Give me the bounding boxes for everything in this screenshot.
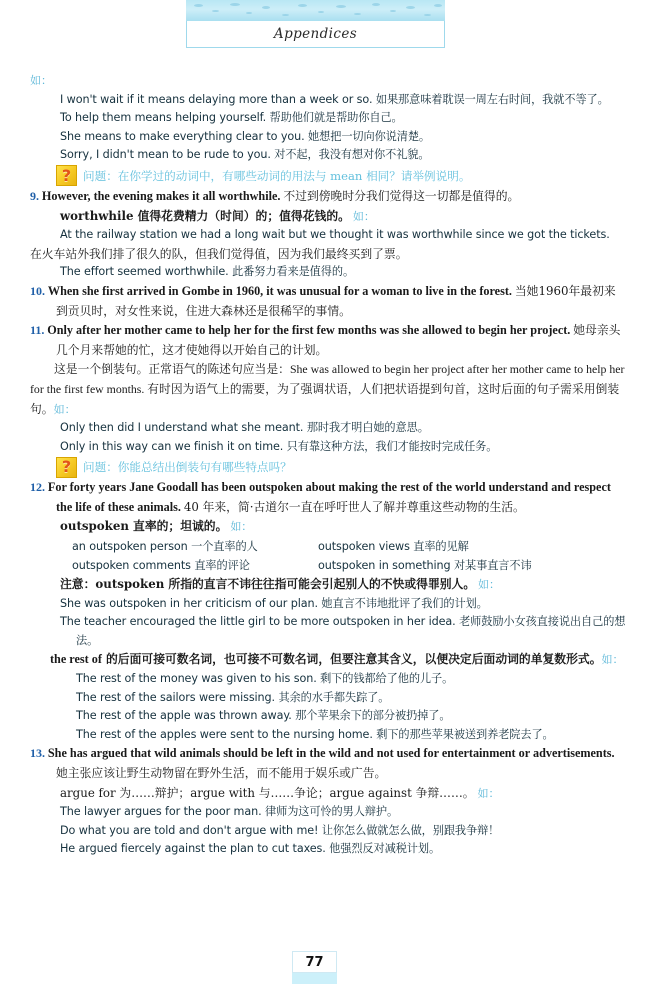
list-item-13	[30, 744, 626, 783]
item-13-example-2: Do what you are told and don't argue with me! 让你怎么做就怎么做，别跟我争辩！	[60, 823, 500, 837]
rest-example-1: The rest of the money was given to his son. 剩下的钱都给了他的儿子。	[76, 672, 454, 686]
item-9-example-1: At the railway station we had a long wait but we thought it was worthwhile since we got the tickets.	[60, 228, 610, 242]
header-title-box	[186, 21, 445, 48]
page-number: 77	[305, 954, 324, 970]
item-9-gloss-row	[60, 207, 626, 227]
item-13-sentence-en: She has argued that wild animals should be left in the wild and not used for entertainment or advertisements.	[47, 746, 615, 761]
item-12-note-row	[60, 575, 626, 595]
phrase-1-1: an outspoken person 一个直率的人	[72, 540, 258, 554]
item-9-example-2: The effort seemed worthwhile. 此番努力看来是值得的。	[60, 265, 355, 279]
item-number-12: 12.	[30, 480, 45, 495]
item-12-note-example-2: The teacher encouraged the little girl to be more outspoken in her idea. 老师鼓励小女孩直接说出自己的想法。	[60, 615, 626, 647]
page-content	[30, 72, 626, 859]
item-12-note: 注意：outspoken 所指的直言不讳往往指可能会引起别人的不快或得罪别人。	[60, 577, 476, 592]
item-11-sentence-en: Only after her mother came to help her for the first few months was she allowed to begin her project.	[47, 323, 571, 338]
page-header	[186, 0, 445, 48]
item-13-gloss: argue for 为……辩护；argue with 与……争论；argue against 争辩……。	[60, 785, 475, 800]
intro-ru-label: 如：	[30, 74, 52, 87]
item-11-example-1: Only then did I understand what she meant. 那时我才明白她的意思。	[60, 421, 429, 435]
rest-example-2: The rest of the sailors were missing. 其余的水手都失踪了。	[76, 690, 390, 704]
item-10-sentence-en: When she first arrived in Gombe in 1960, it was unusual for a woman to live in the forest.	[47, 283, 512, 298]
intro-example-3: She means to make everything clear to you. 她想把一切向你说清楚。	[60, 129, 431, 143]
outspoken-phrase-grid	[72, 537, 612, 575]
phrase-row	[72, 537, 612, 556]
item-number-11: 11.	[30, 323, 45, 338]
question-callout-1	[56, 165, 626, 187]
page-number-box	[292, 951, 337, 973]
phrase-2-1: outspoken comments 直率的评论	[72, 559, 250, 573]
intro-example-4: Sorry, I didn't mean to be rude to you. 对不起，我没有想对你不礼貌。	[60, 148, 430, 162]
question-callout-2	[56, 456, 626, 478]
item-number-9: 9.	[30, 188, 39, 203]
item-12-sentence-en: For forty years Jane Goodall has been outspoken about making the rest of the world understand and respect the life of these animals.	[47, 480, 611, 514]
item-13-ru-label: 如：	[477, 786, 500, 800]
item-9-example-1-zh: 在火车站外我们排了很久的队，但我们觉得值，因为我们最终买到了票。	[30, 246, 408, 261]
rest-of-ru-label: 如：	[601, 653, 624, 667]
intro-example-1: I won't wait if it means delaying more than a week or so. 如果那意味着耽误一周左右时间，我就不等了。	[60, 92, 609, 106]
phrase-row	[72, 556, 612, 575]
item-9-gloss: worthwhile 值得花费精力（时间）的；值得花钱的。	[60, 208, 350, 223]
item-11-note-en-a: She was allowed to begin her project after her mother came to help her for the first few months.	[30, 362, 625, 396]
item-12-ru-label: 如：	[230, 520, 253, 534]
rest-of-note-row	[30, 650, 626, 670]
item-13-sentence-zh: 她主张应该让野生动物留在野外生活，而不能用于娱乐或广告。	[56, 766, 387, 780]
rest-of-keyword: the rest of	[50, 652, 102, 667]
item-13-gloss-row	[60, 784, 626, 804]
item-12-gloss: outspoken 直率的；坦诚的。	[60, 519, 228, 534]
page-footer-strip	[292, 973, 337, 984]
item-9-ru-label: 如：	[352, 209, 375, 223]
rest-example-4: The rest of the apples were sent to the nursing home. 剩下的那些苹果被送到养老院去了。	[76, 727, 554, 741]
phrase-1-2: outspoken views 直率的见解	[318, 540, 469, 554]
intro-example-2: To help them means helping yourself. 帮助他们就是帮助你自己。	[60, 111, 403, 125]
item-number-13: 13.	[30, 746, 45, 761]
item-11-note-zh-a: 这是一个倒装句。正常语气的陈述句应当是：	[54, 362, 290, 377]
question-mark-icon: ?	[56, 457, 77, 478]
phrase-2-2: outspoken in something 对某事直言不讳	[318, 559, 532, 573]
item-12-sentence-zh: 40 年来，简·古道尔一直在呼吁世人了解并尊重这些动物的生活。	[183, 499, 525, 514]
item-11-sentence-zh: 她母亲头几个月来帮她的忙，这才使她得以开始自己的计划。	[56, 323, 621, 357]
item-11-note	[30, 360, 626, 419]
item-9-sentence-en: However, the evening makes it all worthwhile.	[41, 188, 281, 203]
header-banner-decoration	[186, 0, 445, 21]
item-12-note-example-1: She was outspoken in her criticism of our plan. 她直言不讳地批评了我们的计划。	[60, 596, 488, 610]
list-item-9	[30, 187, 626, 207]
list-item-12	[30, 478, 626, 517]
item-11-example-2: Only in this way can we finish it on time. 只有靠这种方法，我们才能按时完成任务。	[60, 439, 498, 453]
item-10-sentence-zh: 当她1960年最初来到贡贝时，对女性来说，住进大森林还是很稀罕的事情。	[56, 283, 616, 318]
item-9-sentence-zh: 不过到傍晚时分我们觉得这一切都是值得的。	[283, 188, 520, 203]
list-item-10	[30, 282, 626, 321]
item-13-example-3: He argued fiercely against the plan to cut taxes. 他强烈反对减税计划。	[60, 842, 441, 856]
question-mark-icon: ?	[56, 165, 77, 186]
question-callout-2-text: 问题：你能总结出倒装句有哪些特点吗？	[83, 460, 292, 475]
item-13-example-1: The lawyer argues for the poor man. 律师为这可怜的男人辩护。	[60, 805, 399, 819]
item-12-gloss-row	[60, 517, 626, 537]
question-callout-1-text: 问题：在你学过的动词中，有哪些动词的用法与 mean 相同？请举例说明。	[83, 168, 471, 183]
rest-of-note: 的后面可接可数名词，也可接不可数名词，但要注意其含义，以便决定后面动词的单复数形式。	[101, 652, 602, 667]
page-title: Appendices	[273, 26, 358, 42]
item-12-note-ru-label: 如：	[478, 578, 501, 592]
item-11-note-zh-b: 有时因为语气上的需要，为了强调状语，人们把状语提到句首，这时后面的句子需采用倒装句。	[30, 381, 620, 416]
item-number-10: 10.	[30, 283, 45, 298]
page-footer	[292, 951, 337, 984]
item-11-ru-label: 如：	[53, 402, 76, 416]
list-item-11	[30, 321, 626, 360]
rest-example-3: The rest of the apple was thrown away. 那个苹果余下的部分被扔掉了。	[76, 709, 451, 723]
